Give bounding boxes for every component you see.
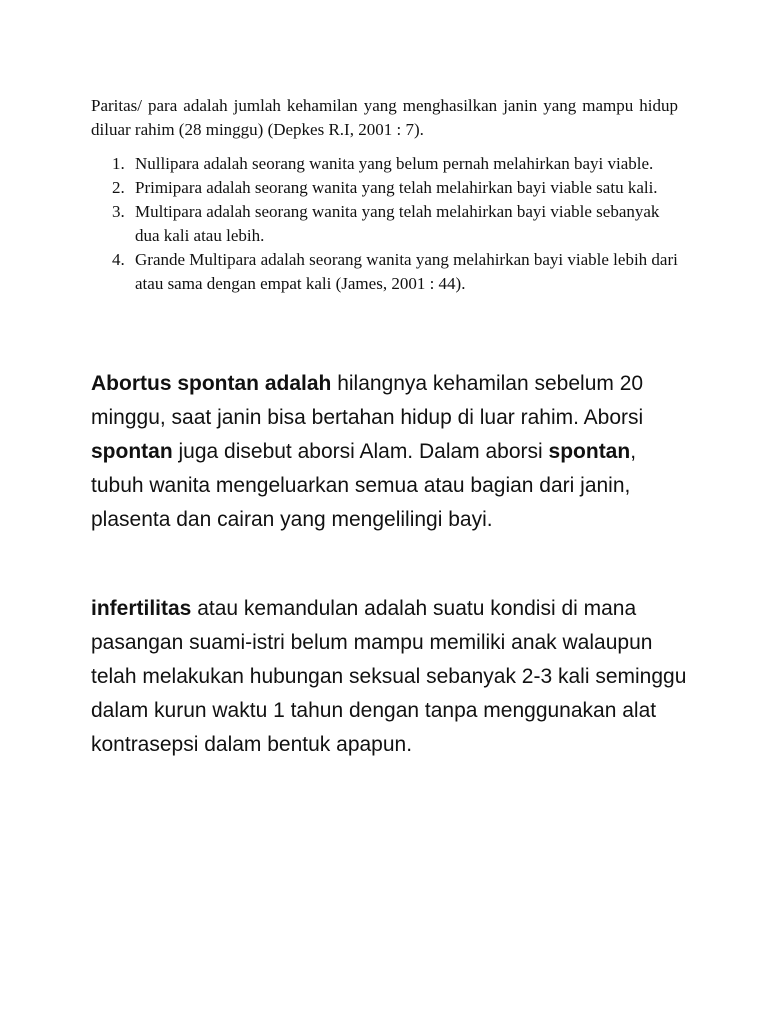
list-item-text: Nullipara adalah seorang wanita yang belum pernah melahirkan bayi viable.	[135, 154, 654, 173]
paritas-intro-paragraph: Paritas/ para adalah jumlah kehamilan yang menghasilkan janin yang mampu hidup diluar rahim (28 minggu) (Depkes R.I, 2001 : 7).	[91, 96, 678, 139]
spontan-term: spontan	[91, 440, 173, 463]
list-item-text: Grande Multipara adalah seorang wanita yang melahirkan bayi viable lebih dari atau sama dengan empat kali (James, 2001 : 44).	[135, 250, 678, 293]
paritas-section	[91, 94, 678, 296]
list-item	[91, 248, 678, 296]
abortus-text-3: , tubuh wanita mengeluarkan semua atau bagian dari janin, plasenta dan cairan yang mengelilingi bayi.	[91, 440, 637, 531]
list-item-text: Multipara adalah seorang wanita yang telah melahirkan bayi viable sebanyak dua kali atau lebih.	[135, 202, 660, 245]
infertilitas-term: infertilitas	[91, 597, 192, 620]
infertilitas-paragraph	[91, 592, 691, 762]
list-item	[91, 200, 678, 248]
abortus-text-1: hilangnya kehamilan sebelum 20 minggu, saat janin bisa bertahan hidup di luar rahim. Aborsi	[91, 372, 644, 429]
list-item-number: 3.	[112, 202, 125, 221]
infertilitas-text: atau kemandulan adalah suatu kondisi di mana pasangan suami-istri belum mampu memiliki anak walaupun telah melakukan hubungan seksual sebanyak 2-3 kali seminggu dalam kurun waktu 1 tahun dengan tanpa menggunakan alat kontrasepsi dalam bentuk apapun.	[91, 597, 687, 756]
abortus-term: Abortus spontan adalah	[91, 372, 332, 395]
abortus-paragraph	[91, 367, 691, 537]
list-item-number: 1.	[112, 154, 125, 173]
spontan-term: spontan	[548, 440, 631, 463]
list-item	[91, 176, 678, 200]
list-item	[91, 152, 678, 176]
abortus-text-2: juga disebut aborsi Alam. Dalam aborsi	[172, 440, 549, 463]
list-item-number: 2.	[112, 178, 125, 197]
list-item-number: 4.	[112, 250, 125, 269]
paritas-definition-list	[91, 152, 678, 296]
list-item-text: Primipara adalah seorang wanita yang telah melahirkan bayi viable satu kali.	[135, 178, 658, 197]
